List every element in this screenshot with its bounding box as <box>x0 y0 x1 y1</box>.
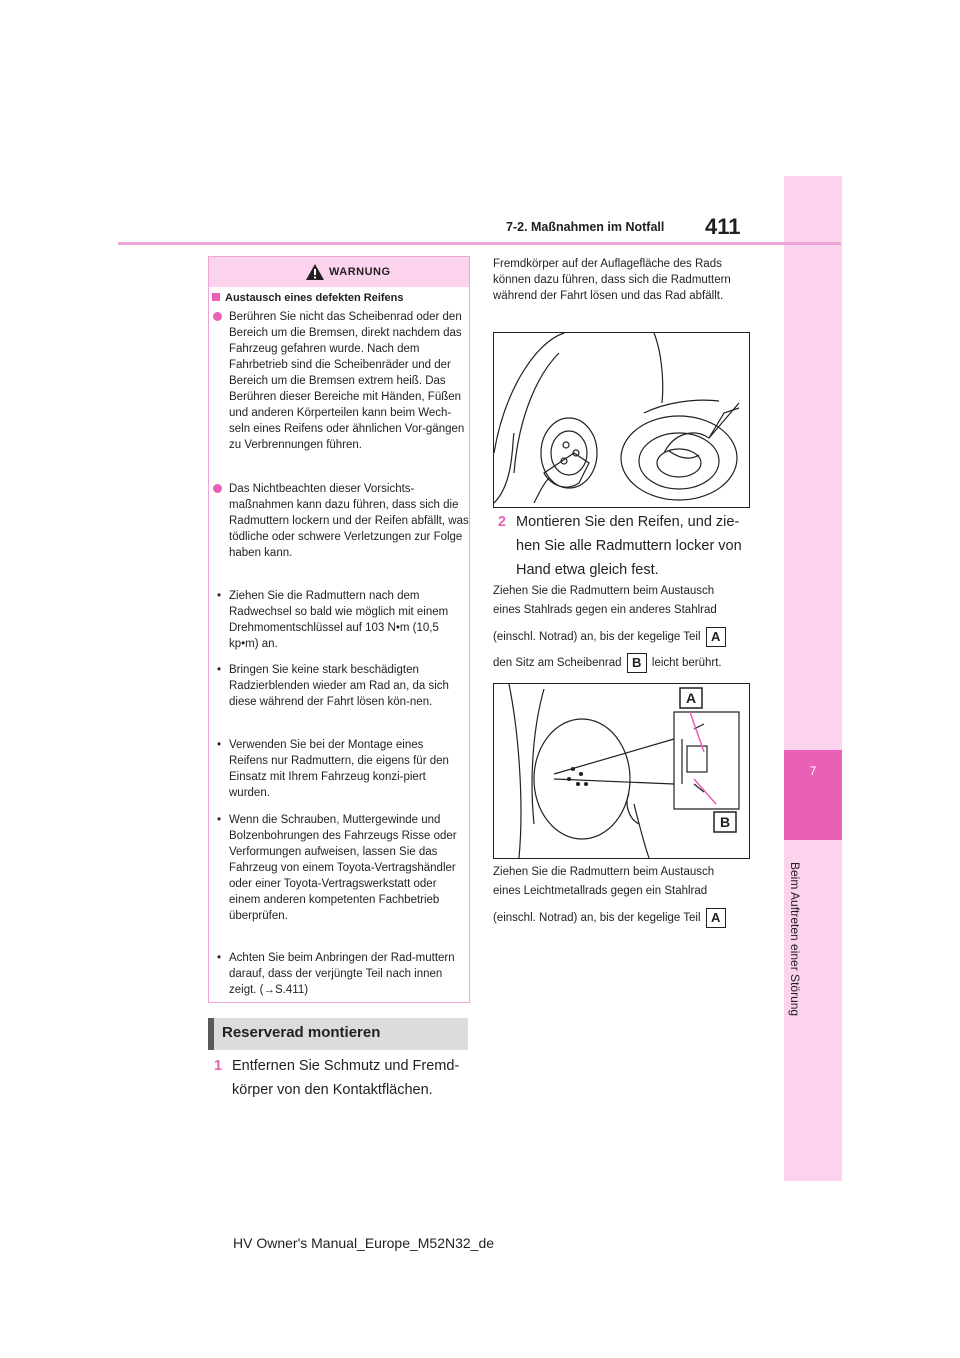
step-2: 2 Montieren Sie den Reifen, und zie- hen Sie alle Radmuttern locker von Hand etwa gleich fest. <box>516 510 756 582</box>
label-a-box: A <box>706 627 726 647</box>
warning-bullet-item: • Ziehen Sie die Radmuttern nach dem Radwechsel so bald wie möglich mit einem Drehmomentschlüssel auf 103 N•m (10,5 kp•m) an. <box>217 590 449 650</box>
step-1-continuation: Fremdkörper auf der Auflagefläche des Rads können dazu führen, dass sich die Radmuttern während der Fahrt lösen und das Rad abfällt. <box>493 258 731 302</box>
circle-bullet-icon <box>213 484 222 493</box>
label-b-box: B <box>627 653 647 673</box>
warning-dot-item: Das Nichtbeachten dieser Vorsichts-maßnahmen kann dazu führen, dass sich die Radmuttern lockern und der Reifen abfällt, was tödliche oder schwere Verletzungen zur Folge haben kann. <box>229 481 469 561</box>
alloy-wheel-note: Ziehen Sie die Radmuttern beim Austausch eines Leichtmetallrads gegen ein Stahlrad (einschl. Notrad) an, bis der kegelige Teil A <box>493 864 763 928</box>
section-heading-text: Reserverad montieren <box>222 1024 381 1041</box>
step-1: 1 Entfernen Sie Schmutz und Fremd- körper von den Kontaktflächen. <box>232 1054 472 1102</box>
header-rule <box>118 242 841 245</box>
warning-triangle-icon <box>305 263 325 281</box>
warning-bullet-item: • Wenn die Schrauben, Muttergewinde und Bolzenbohrungen des Fahrzeugs Risse oder Verformungen aufweisen, lassen Sie das Fahrzeug von einem Toyota-Vertragshändler oder einer Toyota-Vertragswerkstatt oder einem anderen kompetenten Fachbetrieb überprüfen. <box>217 814 457 922</box>
wheel-cleaning-illustration <box>494 333 749 507</box>
step-number: 2 <box>498 514 507 530</box>
warning-subtitle: Austausch eines defekten Reifens <box>212 292 404 304</box>
warning-bullet-item: • Achten Sie beim Anbringen der Rad-muttern darauf, dass der verjüngte Teil nach innen zeigt. (→S.411) <box>217 952 455 996</box>
lug-nut-illustration <box>494 684 749 858</box>
warning-box <box>208 256 470 1003</box>
warning-label: WARNUNG <box>329 266 391 278</box>
figure-wheel-cleaning <box>493 332 750 508</box>
chapter-title: Beim Auftreten einer Störung <box>788 862 802 1017</box>
page-number: 411 <box>705 214 741 239</box>
section-heading <box>208 1018 468 1050</box>
section-title: 7-2. Maßnahmen im Notfall <box>506 220 665 234</box>
chapter-number: 7 <box>809 764 817 778</box>
circle-bullet-icon <box>213 312 222 321</box>
steel-wheel-note: Ziehen Sie die Radmuttern beim Austausch eines Stahlrads gegen ein anderes Stahlrad (einschl. Notrad) an, bis der kegelige Teil A den Sitz am Scheibenrad B leicht berührt. <box>493 583 763 673</box>
label-a-box: A <box>706 908 726 928</box>
footer-manual-id: HV Owner's Manual_Europe_M52N32_de <box>233 1235 495 1251</box>
figure-lug-nut-seat <box>493 683 750 859</box>
section-heading-bar <box>208 1018 214 1050</box>
figure-label-b: B <box>719 814 731 830</box>
step-number: 1 <box>214 1058 223 1074</box>
warning-bullet-item: • Bringen Sie keine stark beschädigten Radzierblenden wieder am Rad an, da sich diese während der Fahrt lösen kön-nen. <box>217 664 449 708</box>
warning-bullet-item: • Verwenden Sie bei der Montage eines Reifens nur Radmuttern, die eigens für den Einsatz mit Ihrem Fahrzeug konzi-piert wurden. <box>217 739 449 799</box>
square-bullet-icon <box>212 293 220 301</box>
figure-label-a: A <box>685 690 697 706</box>
warning-dot-item: Berühren Sie nicht das Scheibenrad oder den Bereich um die Bremsen, direkt nachdem das Fahrzeug gefahren wurde. Nach dem Fahrbetrieb sind die Scheibenräder und der Bereich um die Bremsen extrem heiß. Das Berühren dieser Bereiche mit Händen, Füßen und anderen Körperteilen kann beim Wech-seln eines Reifens oder ähnlichen Vor-gängen zu Verbrennungen führen. <box>229 309 469 453</box>
